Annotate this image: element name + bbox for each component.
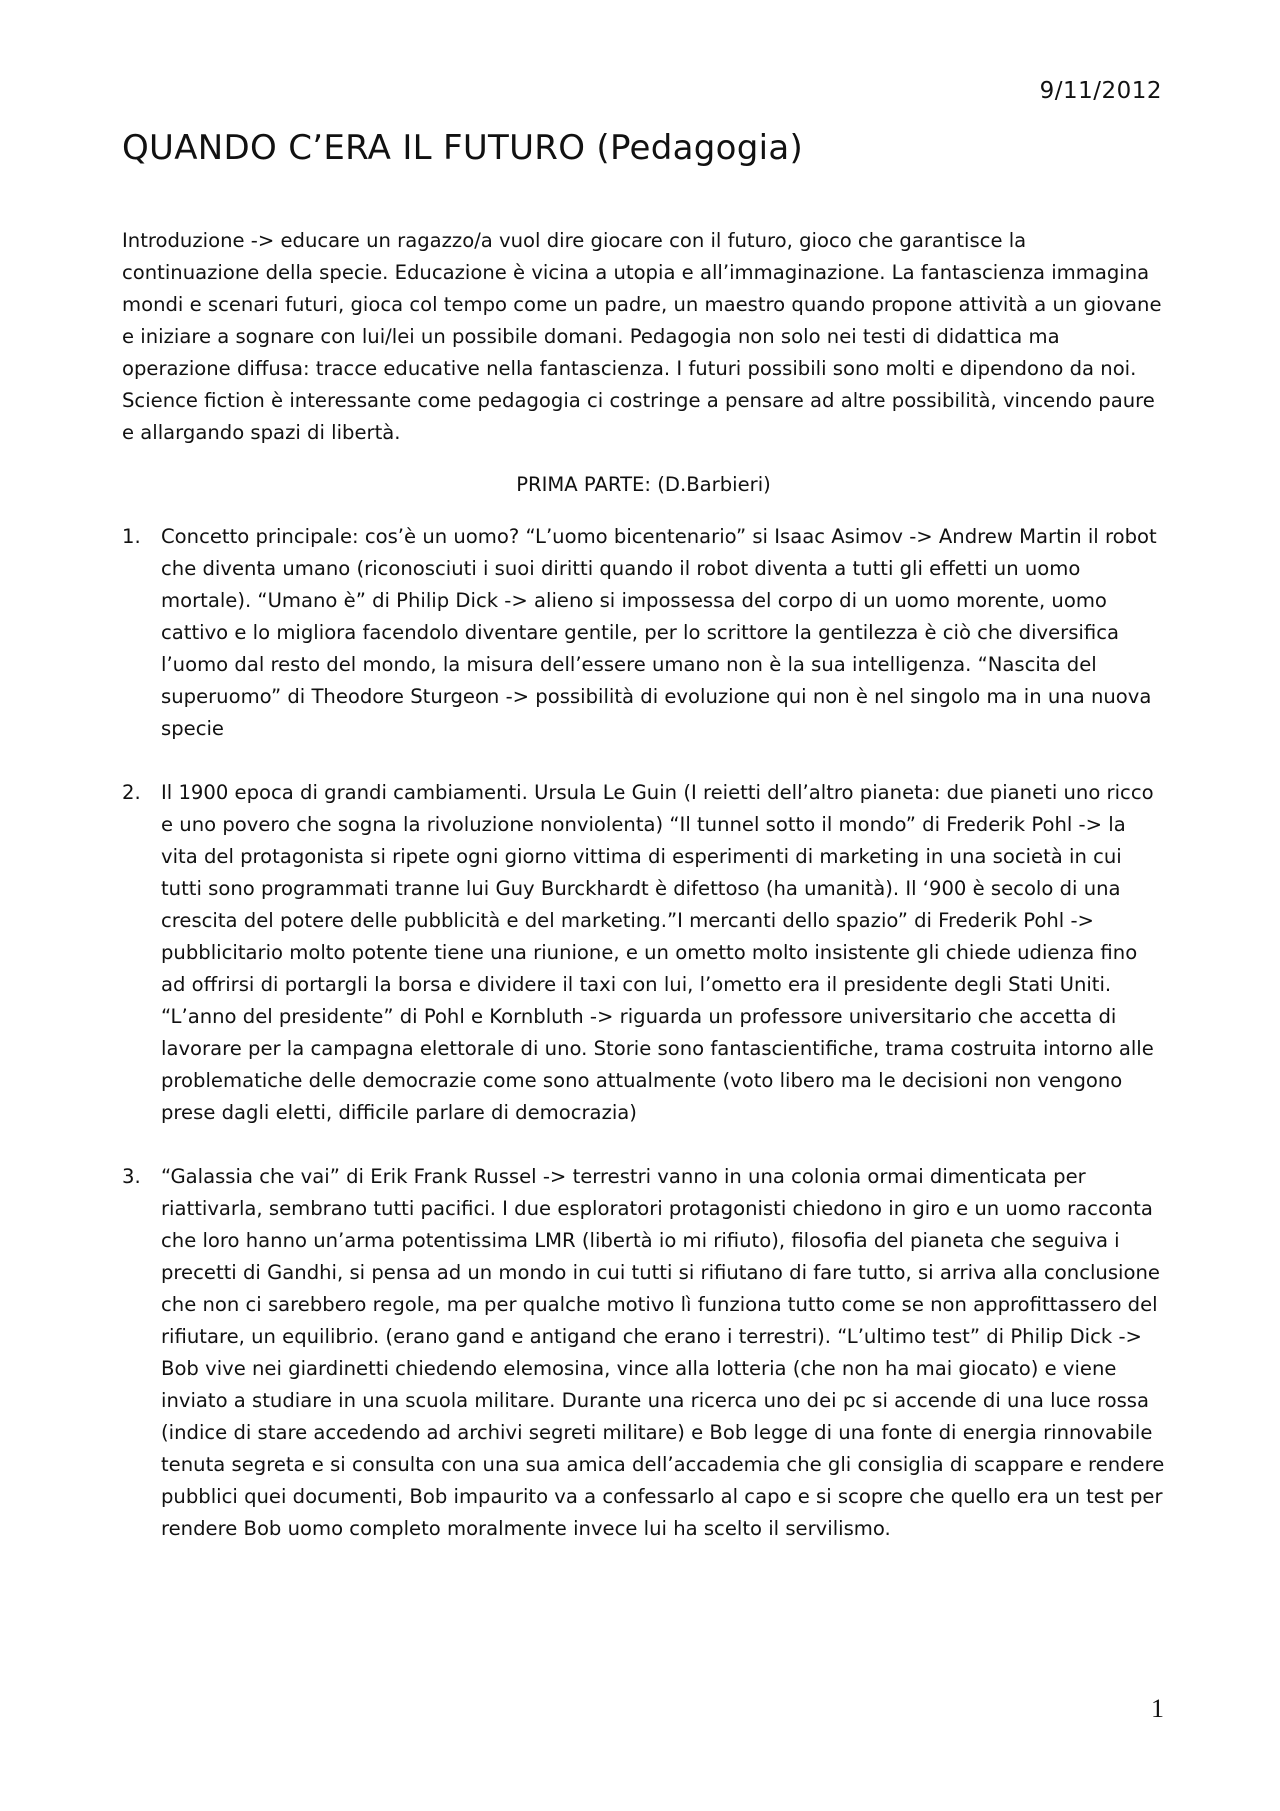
list-item-number: 1. — [122, 525, 141, 548]
page-number: 1 — [1151, 1694, 1164, 1723]
document-body — [122, 225, 1165, 1545]
list-item-text: Il 1900 epoca di grandi cambiamenti. Ursula Le Guin (I reietti dell’altro pianeta: due pianeti uno ricco e uno povero che sogna la rivoluzione nonviolenta) “Il tunnel sotto il mondo” di Frederik Pohl -> la vita del protagonista si ripete ogni giorno vittima di esperimenti di marketing in una società in cui tutti sono programmati tranne lui Guy Burckhardt è difettoso (ha umanità). Il ‘900 è secolo di una crescita del potere delle pubblicità e del marketing.”I mercanti dello spazio” di Frederik Pohl -> pubblicitario molto potente tiene una riunione, e un ometto molto insistente gli chiede udienza fino ad offrirsi di portargli la borsa e dividere il taxi con lui, l’ometto era il presidente degli Stati Uniti. “L’anno del presidente” di Pohl e Kornbluth -> riguarda un professore universitario che accetta di lavorare per la campagna elettorale di uno. Storie sono fantascientifiche, trama costruita intorno alle problematiche delle democrazie come sono attualmente (voto libero ma le decisioni non vengono prese dagli eletti, difficile parlare di democrazia) — [161, 781, 1154, 1124]
list-item-number: 3. — [122, 1165, 141, 1188]
list-item — [122, 777, 1165, 1129]
list-item — [122, 1161, 1165, 1545]
intro-paragraph: Introduzione -> educare un ragazzo/a vuol dire giocare con il futuro, gioco che garantisce la continuazione della specie. Educazione è vicina a utopia e all’immaginazione. La fantascienza immagina mondi e scenari futuri, gioca col tempo come un padre, un maestro quando propone attività a un giovane e iniziare a sognare con lui/lei un possibile domani. Pedagogia non solo nei testi di didattica ma operazione diffusa: tracce educative nella fantascienza. I futuri possibili sono molti e dipendono da noi. Science fiction è interessante come pedagogia ci costringe a pensare ad altre possibilità, vincendo paure e allargando spazi di libertà. — [122, 229, 1162, 444]
list-item-text: “Galassia che vai” di Erik Frank Russel -> terrestri vanno in una colonia ormai dimenticata per riattivarla, sembrano tutti pacifici. I due esploratori protagonisti chiedono in giro e un uomo racconta che loro hanno un’arma potentissima LMR (libertà io mi rifiuto), filosofia del pianeta che seguiva i precetti di Gandhi, si pensa ad un mondo in cui tutti si rifiutano di fare tutto, si arriva alla conclusione che non ci sarebbero regole, ma per qualche motivo lì funziona tutto come se non approfittassero del rifiutare, un equilibrio. (erano gand e antigand che erano i terrestri). “L’ultimo test” di Philip Dick -> Bob vive nei giardinetti chiedendo elemosina, vince alla lotteria (che non ha mai giocato) e viene inviato a studiare in una scuola militare. Durante una ricerca uno dei pc si accende di una luce rossa (indice di stare accedendo ad archivi segreti militare) e Bob legge di una fonte di energia rinnovabile tenuta segreta e si consulta con una sua amica dell’accademia che gli consiglia di scappare e rendere pubblici quei documenti, Bob impaurito va a confessarlo al capo e si scopre che quello era un test per rendere Bob uomo completo moralmente invece lui ha scelto il servilismo. — [161, 1165, 1165, 1540]
list-item-text: Concetto principale: cos’è un uomo? “L’uomo bicentenario” si Isaac Asimov -> Andrew Martin il robot che diventa umano (riconosciuti i suoi diritti quando il robot diventa a tutti gli effetti un uomo mortale). “Umano è” di Philip Dick -> alieno si impossessa del corpo di un uomo morente, uomo cattivo e lo migliora facendolo diventare gentile, per lo scrittore la gentilezza è ciò che diversifica l’uomo dal resto del mondo, la misura dell’essere umano non è la sua intelligenza. “Nascita del superuomo” di Theodore Sturgeon -> possibilità di evoluzione qui non è nel singolo ma in una nuova specie — [161, 525, 1157, 740]
list-item-number: 2. — [122, 781, 141, 804]
numbered-list — [122, 521, 1165, 1545]
section-heading: PRIMA PARTE: (D.Barbieri) — [516, 473, 771, 496]
document-title: QUANDO C’ERA IL FUTURO (Pedagogia) — [122, 128, 804, 168]
list-item — [122, 521, 1165, 745]
document-date: 9/11/2012 — [1039, 78, 1162, 104]
